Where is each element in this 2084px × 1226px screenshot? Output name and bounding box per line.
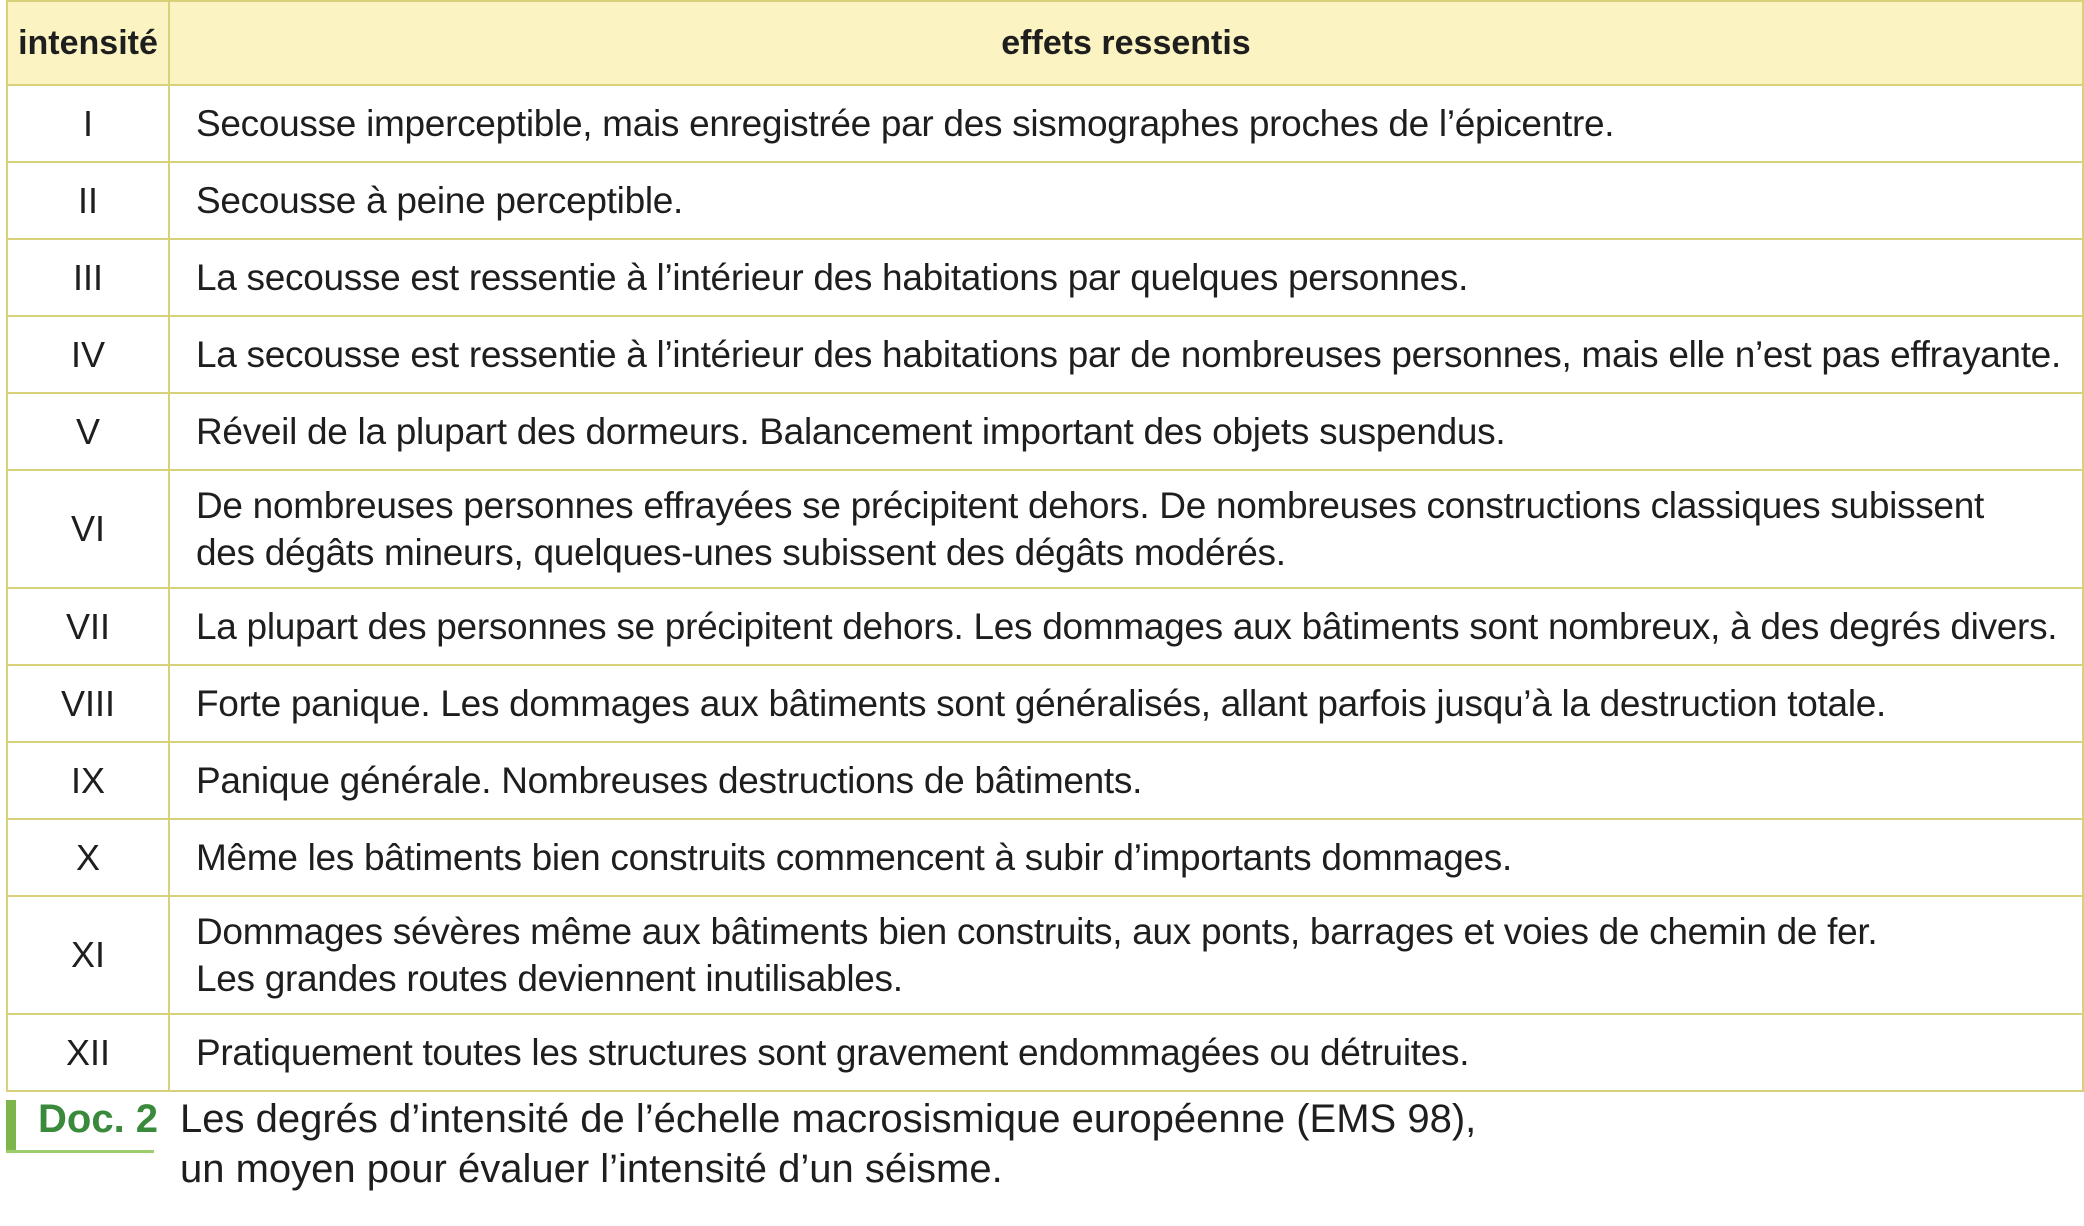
table-header-row <box>7 1 2083 85</box>
intensity-level: X <box>7 819 169 896</box>
table-row <box>7 1014 2083 1091</box>
effect-description: Panique générale. Nombreuses destructions de bâtiments. <box>169 742 2083 819</box>
table-row <box>7 896 2083 1014</box>
effect-description: Réveil de la plupart des dormeurs. Balancement important des objets suspendus. <box>169 393 2083 470</box>
intensity-level: I <box>7 85 169 162</box>
doc-label-underline <box>6 1150 154 1153</box>
doc-label: Doc. 2 <box>38 1097 159 1141</box>
effect-description: La secousse est ressentie à l’intérieur des habitations par de nombreuses personnes, mais elle n’est pas effrayante. <box>169 316 2083 393</box>
effect-description: La plupart des personnes se précipitent dehors. Les dommages aux bâtiments sont nombreux, à des degrés divers. <box>169 588 2083 665</box>
table-row <box>7 819 2083 896</box>
caption-line-1: Les degrés d’intensité de l’échelle macrosismique européenne (EMS 98), <box>180 1097 1477 1141</box>
effect-description: Pratiquement toutes les structures sont gravement endommagées ou détruites. <box>169 1014 2083 1091</box>
table-row <box>7 162 2083 239</box>
table-row <box>7 316 2083 393</box>
intensity-level: IX <box>7 742 169 819</box>
table-row <box>7 588 2083 665</box>
table-row <box>7 470 2083 588</box>
effect-description: Même les bâtiments bien construits commencent à subir d’importants dommages. <box>169 819 2083 896</box>
header-effects: effets ressentis <box>169 1 2083 85</box>
doc-marker-bar <box>6 1100 16 1152</box>
intensity-level: VII <box>7 588 169 665</box>
intensity-level: V <box>7 393 169 470</box>
effect-description: Secousse imperceptible, mais enregistrée par des sismographes proches de l’épicentre. <box>169 85 2083 162</box>
table-row <box>7 742 2083 819</box>
intensity-level: XI <box>7 896 169 1014</box>
document-caption <box>6 1094 2006 1226</box>
intensity-level: VI <box>7 470 169 588</box>
caption-text <box>180 1094 1476 1194</box>
effect-description: Secousse à peine perceptible. <box>169 162 2083 239</box>
caption-line-2: un moyen pour évaluer l’intensité d’un séisme. <box>180 1147 1003 1191</box>
intensity-level: VIII <box>7 665 169 742</box>
intensity-scale-table <box>6 0 2084 1092</box>
intensity-level: III <box>7 239 169 316</box>
effect-description: De nombreuses personnes effrayées se précipitent dehors. De nombreuses constructions classiques subissent des dégâts mineurs, quelques-unes subissent des dégâts modérés. <box>169 470 2083 588</box>
header-intensity: intensité <box>7 1 169 85</box>
effect-description: Dommages sévères même aux bâtiments bien construits, aux ponts, barrages et voies de chemin de fer. Les grandes routes deviennent inutilisables. <box>169 896 2083 1014</box>
intensity-level: XII <box>7 1014 169 1091</box>
table-row <box>7 393 2083 470</box>
intensity-level: IV <box>7 316 169 393</box>
table-row <box>7 239 2083 316</box>
intensity-level: II <box>7 162 169 239</box>
effect-description: Forte panique. Les dommages aux bâtiments sont généralisés, allant parfois jusqu’à la destruction totale. <box>169 665 2083 742</box>
table-row <box>7 665 2083 742</box>
table-row <box>7 85 2083 162</box>
effect-description: La secousse est ressentie à l’intérieur des habitations par quelques personnes. <box>169 239 2083 316</box>
